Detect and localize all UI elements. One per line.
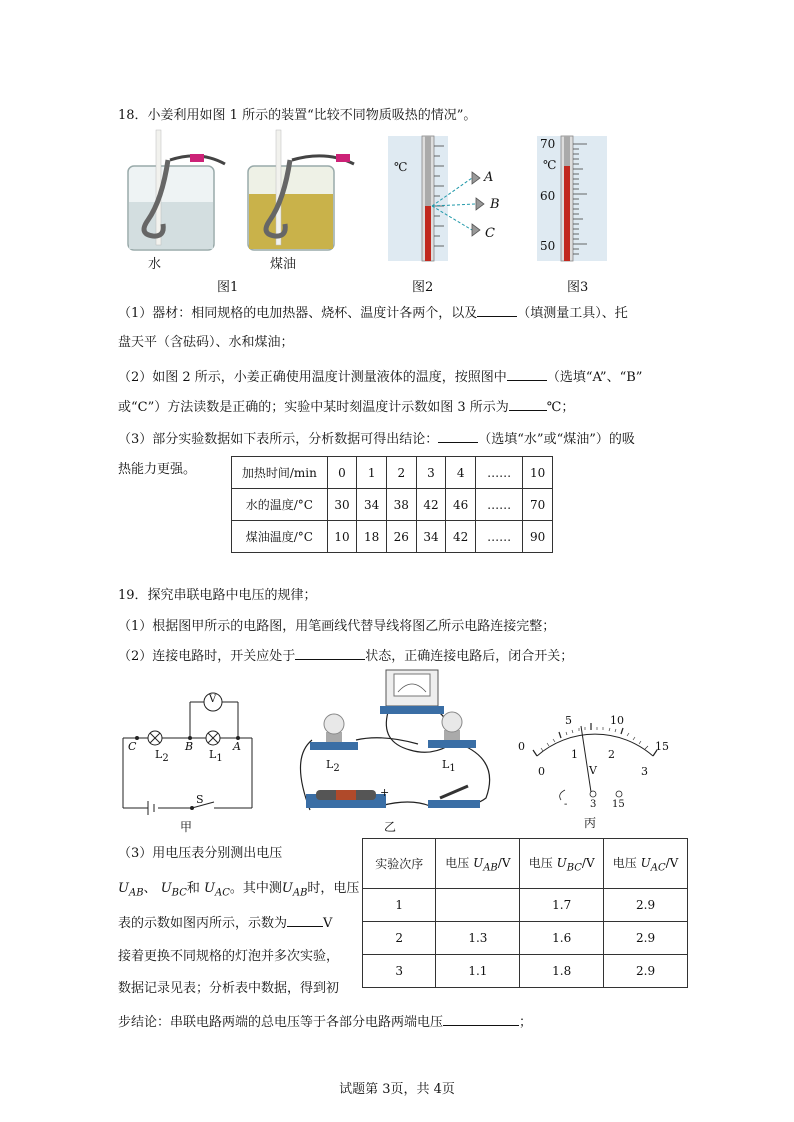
q19-p1: （1）根据图甲所示的电路图，用笔画线代替导线将图乙所示电路连接完整； <box>118 619 556 634</box>
answer-blank-switch-state[interactable] <box>295 647 365 660</box>
yi-caption: 乙 <box>384 820 397 834</box>
answer-blank-substance[interactable] <box>438 430 478 443</box>
jia-point-B: B <box>185 740 194 753</box>
bing-low-2: 2 <box>608 748 615 761</box>
jia-voltmeter-label: V <box>209 694 217 705</box>
fig1-caption: 图1 <box>217 280 239 295</box>
bing-scale-10: 10 <box>610 714 624 727</box>
fig3-unit: ℃ <box>543 158 557 172</box>
answer-blank-temperature[interactable] <box>509 398 547 411</box>
yi-plus-label: + <box>380 786 390 799</box>
fig1-kerosene-label: 煤油 <box>270 257 297 272</box>
bing-low-3: 3 <box>641 765 648 778</box>
q18-p3-line2: 热能力更强。 <box>118 462 197 477</box>
table-row: 加热时间/min 0 1 2 3 4 …… 10 <box>232 457 553 489</box>
q18-p1-line1: （1）器材：相同规格的电加热器、烧杯、温度计各两个，以及 （填测量工具）、托 <box>118 306 628 321</box>
fig1-kerosene-beaker <box>240 130 360 260</box>
yi-physical-circuit <box>290 668 500 828</box>
jia-switch-label: S <box>196 793 204 806</box>
answer-blank-voltage[interactable] <box>287 914 323 927</box>
answer-blank-method[interactable] <box>507 368 547 381</box>
fig2-C: C <box>485 226 495 241</box>
fig3-tick-70: 70 <box>540 137 556 151</box>
q19-p3-line6: 步结论：串联电路两端的总电压等于各部分电路两端电压 ； <box>118 1015 533 1030</box>
bing-scale-0: 0 <box>518 740 525 753</box>
yi-L2-label: $L_2$ <box>326 758 340 775</box>
fig2-caption: 图2 <box>412 280 434 295</box>
q18-title: 18．小姜利用如图 1 所示的装置“比较不同物质吸热的情况”。 <box>118 108 477 123</box>
fig2-A: A <box>484 170 494 185</box>
q18-data-table <box>231 456 553 553</box>
table-row: 水的温度/°C 30 34 38 42 46 …… 70 <box>232 489 553 521</box>
q19-title: 19．探究串联电路中电压的规律； <box>118 588 317 603</box>
fig3-tick-50: 50 <box>540 239 556 253</box>
bing-low-0: 0 <box>538 765 545 778</box>
q18-p1-line2: 盘天平（含砝码）、水和煤油； <box>118 335 294 350</box>
table-row: 煤油温度/°C 10 18 26 34 42 …… 90 <box>232 521 553 553</box>
q19-p3-line1: （3）用电压表分别测出电压 <box>118 846 283 861</box>
q19-p3-line3: 表的示数如图丙所示，示数为 V <box>118 916 333 931</box>
bing-scale-5: 5 <box>565 714 572 727</box>
table-row: 2 1.3 1.6 2.9 <box>363 922 688 955</box>
fig1-water-beaker <box>120 130 230 260</box>
table-row: 实验次序 电压 $U_{AB}/V$ 电压 $U_{BC}/V$ 电压 $U_{AC}/V$ <box>363 839 688 889</box>
answer-blank-tool[interactable] <box>477 304 517 317</box>
yi-L1-label: $L_1$ <box>442 758 456 775</box>
jia-point-C: C <box>128 740 137 753</box>
q19-p3-line5: 数据记录见表；分析表中数据，得到初 <box>118 981 340 996</box>
bing-caption: 丙 <box>584 816 597 830</box>
bing-terminal-minus: - <box>564 799 568 810</box>
fig2-B: B <box>490 197 500 212</box>
fig1-water-label: 水 <box>148 257 162 272</box>
fig2-unit: ℃ <box>394 160 408 174</box>
fig3-caption: 图3 <box>567 280 589 295</box>
page-footer: 试题第 3页，共 4页 <box>339 1082 455 1097</box>
fig3-tick-60: 60 <box>540 189 556 203</box>
q19-p3-line2: $U_{AB}$、 $U_{BC}$和 $U_{AC}$。其中测$U_{AB}$时，电压 <box>118 881 360 899</box>
bing-low-1: 1 <box>571 748 578 761</box>
q18-p3-line1: （3）部分实验数据如下表所示，分析数据可得出结论： （选填“水”或“煤油”）的吸 <box>118 432 635 447</box>
q19-p2: （2）连接电路时，开关应处于 状态，正确连接电路后，闭合开关； <box>118 649 574 664</box>
q19-p3-line4: 接着更换不同规格的灯泡并多次实验， <box>118 949 340 964</box>
jia-caption: 甲 <box>180 820 193 834</box>
bing-terminal-15: 15 <box>612 799 625 810</box>
jia-L2-label: $L_2$ <box>155 748 169 765</box>
bing-unit-V: V <box>589 764 597 777</box>
table-row: 3 1.1 1.8 2.9 <box>363 955 688 988</box>
jia-L1-label: $L_1$ <box>209 748 223 765</box>
table-row: 1 1.7 2.9 <box>363 889 688 922</box>
q18-p2-line1: （2）如图 2 所示，小姜正确使用温度计测量液体的温度，按照图中 （选填“A”、“B” <box>118 370 643 385</box>
bing-scale-15: 15 <box>655 740 669 753</box>
bing-terminal-3: 3 <box>590 799 597 810</box>
jia-point-A: A <box>233 740 241 753</box>
answer-blank-conclusion[interactable] <box>443 1013 519 1026</box>
q19-data-table <box>362 838 688 988</box>
q18-p2-line2: 或“C”）方法读数是正确的；实验中某时刻温度计示数如图 3 所示为 ℃； <box>118 400 575 415</box>
